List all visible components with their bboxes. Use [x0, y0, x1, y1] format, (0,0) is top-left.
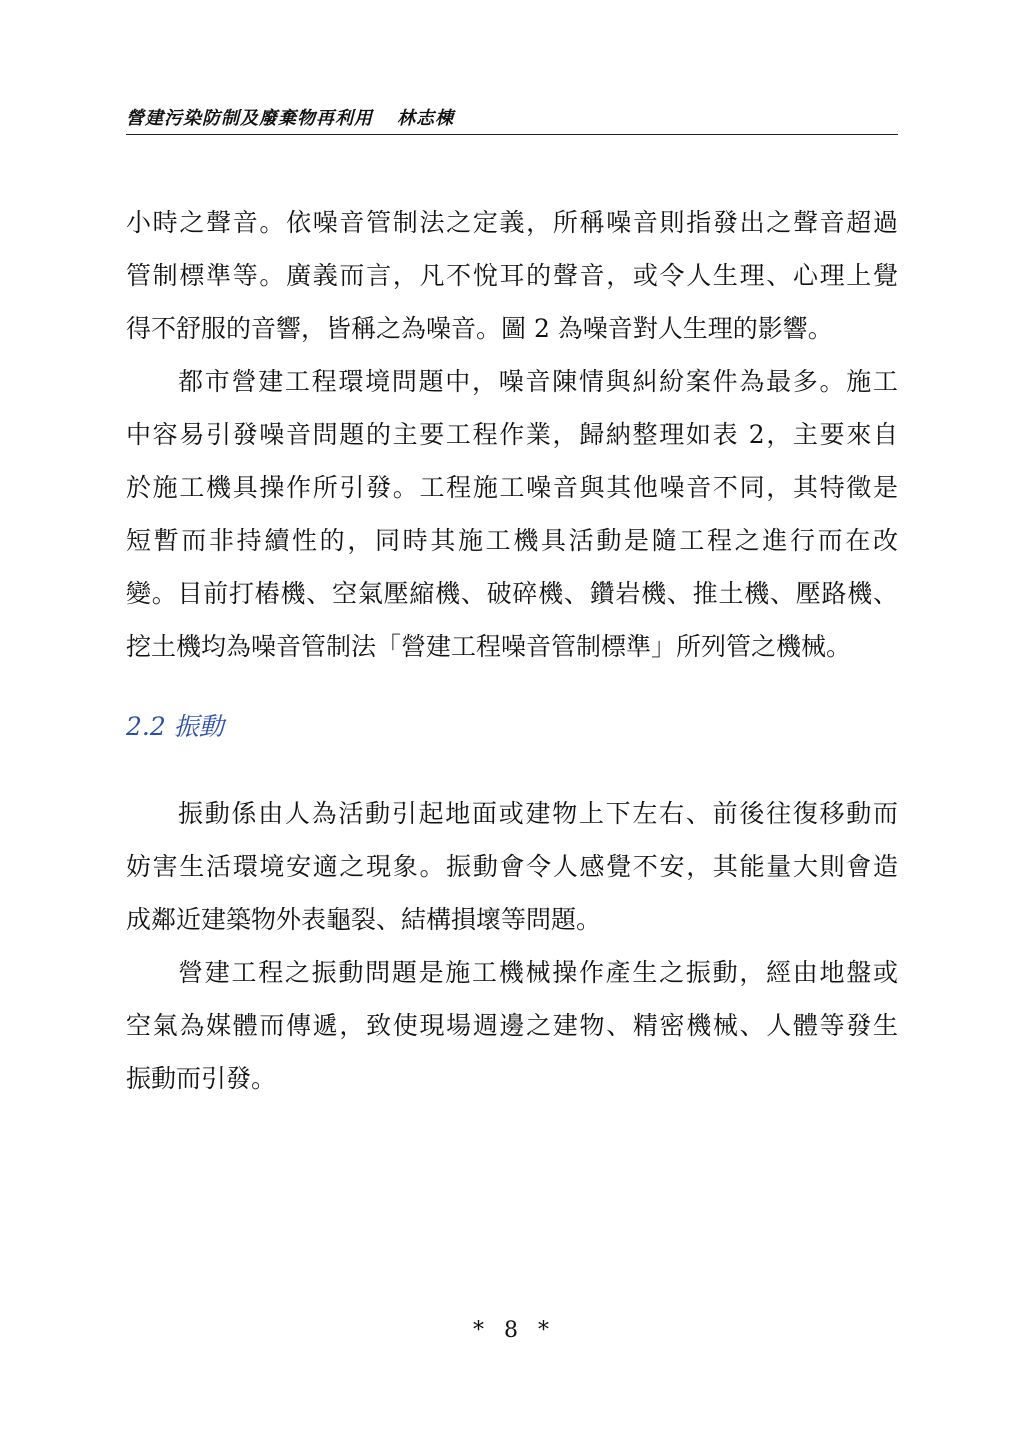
paragraph-line: 得不舒服的音響，皆稱之為噪音。圖 2 為噪音對人生理的影響。: [126, 314, 833, 343]
paragraph-4: [126, 946, 898, 1105]
page-number: * 8 *: [473, 1318, 551, 1343]
paragraph-line: 成鄰近建築物外表龜裂、結構損壞等問題。: [126, 905, 602, 934]
section-heading: 2.2 振動: [126, 712, 224, 741]
paragraph-line: 振動係由人為活動引起地面或建物上下左右、前後往復移動而: [178, 799, 898, 828]
paragraph-line: 於施工機具操作所引發。工程施工噪音與其他噪音不同，其特徵是: [126, 473, 898, 502]
paragraph-line: 挖土機均為噪音管制法「營建工程噪音管制標準」所列管之機械。: [126, 632, 852, 661]
paragraph-line: 振動而引發。: [126, 1064, 277, 1093]
page-header: [126, 108, 898, 135]
paragraph-line: 短暫而非持續性的，同時其施工機具活動是隨工程之進行而在改: [126, 526, 898, 555]
paragraph-1: [126, 196, 898, 355]
paragraph-line: 空氣為媒體而傳遞，致使現場週邊之建物、精密機械、人體等發生: [126, 1011, 898, 1040]
header-author: 林志棟: [397, 108, 454, 129]
paragraph-3: [126, 787, 898, 946]
paragraph-line: 都市營建工程環境問題中，噪音陳情與糾紛案件為最多。施工: [178, 367, 898, 396]
paragraph-line: 變。目前打樁機、空氣壓縮機、破碎機、鑽岩機、推土機、壓路機、: [126, 579, 898, 608]
paragraph-line: 中容易引發噪音問題的主要工程作業，歸納整理如表 2，主要來自: [126, 420, 898, 449]
page-body: [126, 196, 898, 1105]
paragraph-line: 小時之聲音。依噪音管制法之定義，所稱噪音則指發出之聲音超過: [126, 208, 898, 237]
paragraph-line: 管制標準等。廣義而言，凡不悅耳的聲音，或令人生理、心理上覺: [126, 261, 898, 290]
paragraph-2: [126, 355, 898, 673]
header-title-line: [126, 108, 454, 130]
header-title: 營建污染防制及廢棄物再利用: [126, 108, 373, 129]
paragraph-line: 妨害生活環境安適之現象。振動會令人感覺不安，其能量大則會造: [126, 852, 898, 881]
paragraph-line: 營建工程之振動問題是施工機械操作產生之振動，經由地盤或: [178, 958, 898, 987]
